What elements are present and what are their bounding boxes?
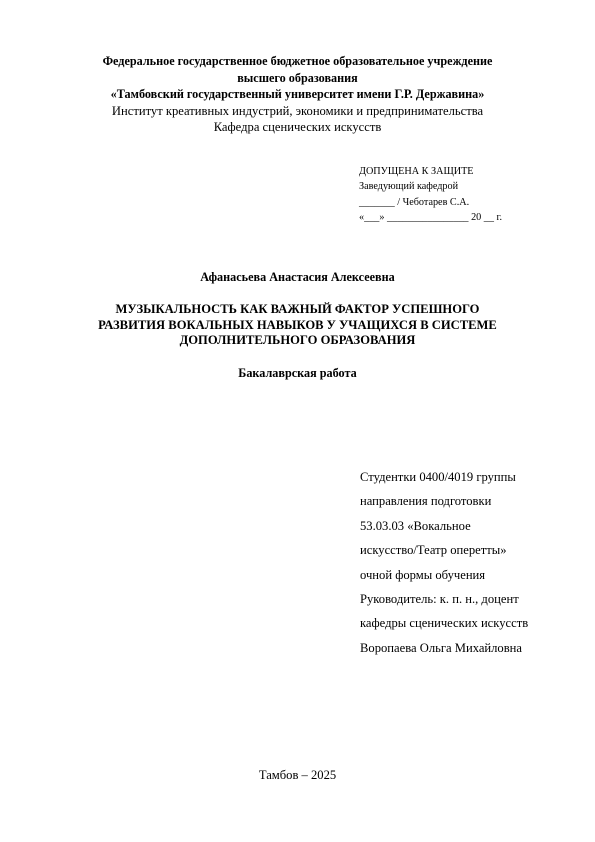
institution-header: [0, 53, 595, 136]
student-line-3: 53.03.03 «Вокальное: [360, 518, 471, 533]
student-line-5: очной формы обучения: [360, 567, 486, 582]
student-line-8: Воропаева Ольга Михайловна: [360, 640, 523, 655]
thesis-title: [0, 302, 595, 349]
header-line-5: Кафедра сценических искусств: [213, 120, 382, 135]
student-line-7: кафедры сценических искусств: [360, 616, 529, 631]
title-line-3: ДОПОЛНИТЕЛЬНОГО ОБРАЗОВАНИЯ: [179, 333, 416, 348]
student-line-4: искусство/Театр оперетты»: [360, 543, 507, 558]
header-line-3: «Тамбовский государственный университет имени Г.Р. Державина»: [110, 87, 485, 102]
work-type: Бакалаврская работа: [238, 366, 357, 380]
approval-line-3: _______ / Чеботарев С.А.: [359, 196, 470, 208]
student-line-2: направления подготовки: [360, 494, 492, 509]
student-line-1: Студентки 0400/4019 группы: [360, 470, 516, 484]
student-line-6: Руководитель: к. п. н., доцент: [360, 592, 519, 607]
approval-block: [359, 164, 502, 225]
approval-line-1: ДОПУЩЕНА К ЗАЩИТЕ: [359, 166, 474, 177]
header-line-2: высшего образования: [237, 70, 358, 85]
approval-line-4: «___» ________________ 20 __ г.: [359, 211, 503, 223]
header-line-1: Федеральное государственное бюджетное образовательное учреждение: [102, 54, 493, 68]
city-year: Тамбов – 2025: [258, 768, 337, 782]
student-info-block: [360, 465, 528, 660]
title-line-2: РАЗВИТИЯ ВОКАЛЬНЫХ НАВЫКОВ У УЧАЩИХСЯ В СИСТЕМЕ: [98, 317, 497, 332]
approval-line-2: Заведующий кафедрой: [359, 181, 459, 193]
author-name: Афанасьева Анастасия Алексеевна: [200, 270, 395, 284]
title-line-1: МУЗЫКАЛЬНОСТЬ КАК ВАЖНЫЙ ФАКТОР УСПЕШНОГО: [115, 302, 480, 316]
header-line-4: Институт креативных индустрий, экономики и предпринимательства: [111, 103, 484, 118]
